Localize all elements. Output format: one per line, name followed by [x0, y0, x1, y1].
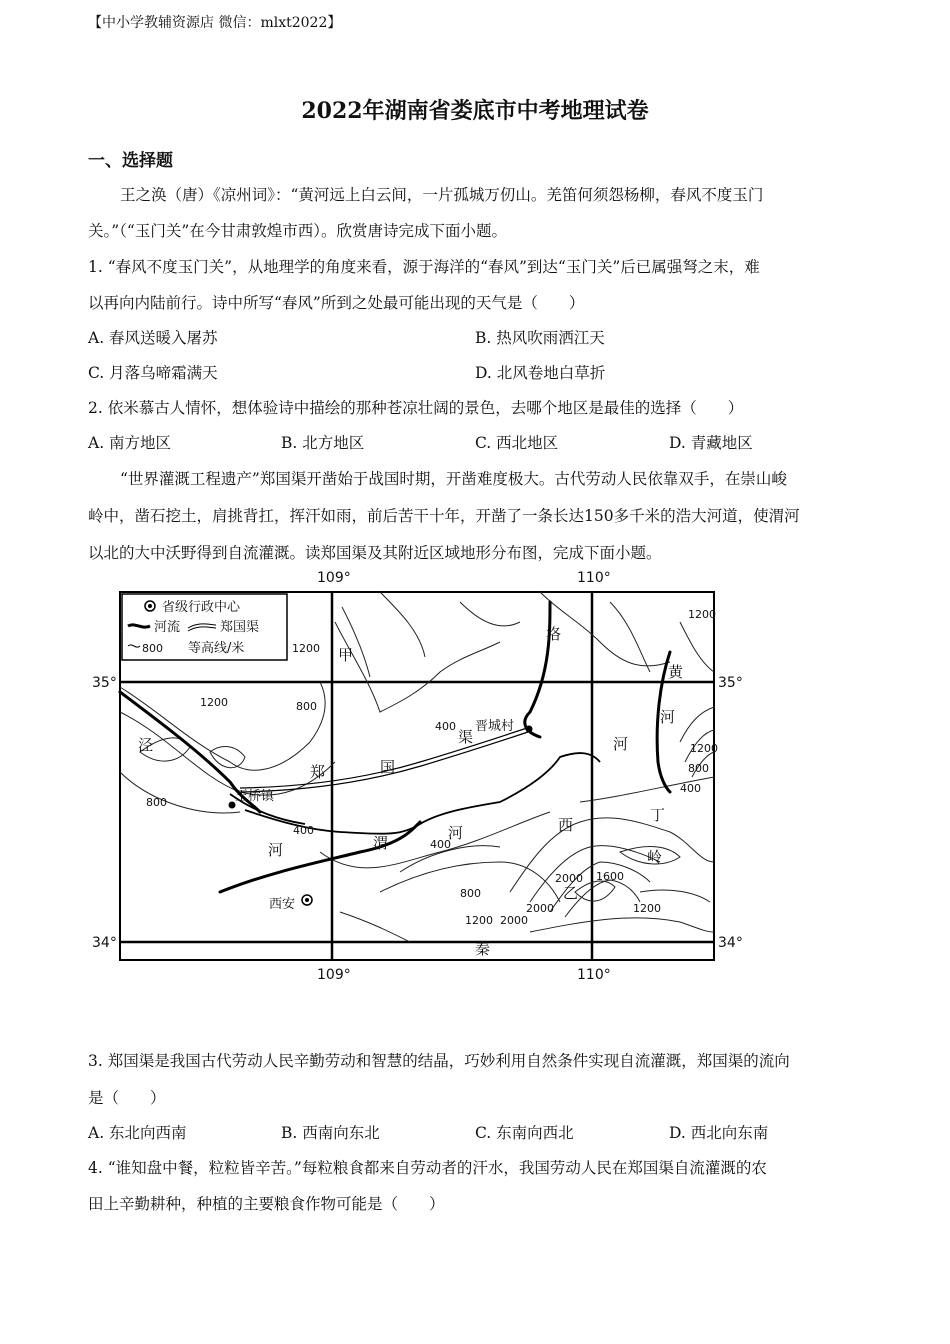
- q2-stem: 2. 依米慕古人情怀，想体验诗中描绘的那种苍凉壮阔的景色，去哪个地区是最佳的选择（ ）: [88, 399, 744, 417]
- contour-value-1: 1200: [200, 696, 228, 709]
- place-jinchengcun: 晋城村: [475, 719, 515, 734]
- passage2-line-2: 岭中，凿石挖土，肩挑背扛，挥汗如雨，前后苦干十年，开凿了一条长达150多千米的浩大河道，使渭河: [88, 507, 800, 525]
- q3-option-a: A. 东北向西南: [88, 1124, 187, 1142]
- q1-option-d: D. 北风卷地白草折: [475, 364, 606, 382]
- char-jia: 甲: [338, 646, 354, 664]
- place-xian: 西安: [269, 897, 296, 912]
- passage1-line-2: 关。”（“玉门关”在今甘肃敦煌市西）。欣赏唐诗完成下面小题。: [88, 222, 508, 240]
- passage1-line-1: 王之涣（唐）《凉州词》：“黄河远上白云间，一片孤城万仞山。羌笛何须怨杨柳，春风不度玉门: [120, 186, 764, 204]
- lat-label-34-left: 34°: [92, 935, 117, 951]
- q3-option-d: D. 西北向东南: [669, 1124, 769, 1142]
- map-legend: [122, 594, 287, 660]
- contour-value-8: 1200: [688, 608, 716, 621]
- q4-stem-line-1: 4. “谁知盘中餐，粒粒皆辛苦。”每粒粮食都来自劳动者的汗水，我国劳动人民在郑国渠自流灌溉的农: [88, 1159, 767, 1177]
- contour-value-13: 1600: [596, 870, 624, 883]
- contour-value-3: 800: [296, 700, 317, 713]
- contour-value-11: 2000: [555, 872, 583, 885]
- q2-option-b: B. 北方地区: [281, 434, 365, 452]
- contour-value-4: 400: [435, 720, 456, 733]
- q2-option-d: D. 青藏地区: [669, 434, 753, 452]
- contour-value-18: 400: [680, 782, 701, 795]
- contour-value-5: 800: [146, 796, 167, 809]
- lat-label-35-right: 35°: [718, 675, 743, 691]
- contour-value-12: 2000: [526, 902, 554, 915]
- contour-value-14: 800: [460, 887, 481, 900]
- char-guo: 国: [380, 758, 396, 776]
- passage2-line-1: “世界灌溉工程遗产”郑国渠开凿始于战国时期，开凿难度极大。古代劳动人民依靠双手，在崇山峻: [120, 470, 787, 488]
- q1-stem-line-2: 以再向内陆前行。诗中所写“春风”所到之处最可能出现的天气是（ ）: [88, 294, 585, 312]
- char-huang: 黄: [668, 663, 684, 681]
- char-qu: 渠: [458, 728, 474, 746]
- passage2-line-3: 以北的大中沃野得到自流灌溉。读郑国渠及其附近区域地形分布图，完成下面小题。: [88, 544, 662, 562]
- contour-value-9: 800: [688, 762, 709, 775]
- legend-contour-label: 等高线/米: [188, 641, 245, 656]
- header-note: 【中小学教辅资源店 微信：mlxt2022】: [88, 15, 342, 31]
- lat-label-35-left: 35°: [92, 675, 117, 691]
- char-ding: 丁: [650, 806, 666, 824]
- char-jing: 泾: [138, 736, 154, 754]
- q3-option-b: B. 西南向东北: [281, 1124, 380, 1142]
- q1-option-c: C. 月落乌啼霜满天: [88, 364, 218, 382]
- lat-label-34-right: 34°: [718, 935, 743, 951]
- zhengguoqu-terrain-map: [80, 562, 760, 992]
- contour-value-7: 400: [430, 838, 451, 851]
- q3-stem-line-1: 3. 郑国渠是我国古代劳动人民辛勤劳动和智慧的结晶，巧妙利用自然条件实现自流灌溉，郑国渠的流向: [88, 1052, 790, 1070]
- char-luo: 洛: [546, 625, 562, 643]
- place-wangqiaozhen: 王桥镇: [235, 789, 275, 804]
- q1-option-a: A. 春风送暖入屠苏: [88, 329, 218, 347]
- char-he4: 河: [613, 735, 629, 753]
- char-he3: 河: [660, 708, 676, 726]
- lon-label-110-top: 110°: [577, 570, 611, 586]
- page-title: 2022年湖南省娄底市中考地理试卷: [301, 98, 649, 124]
- lon-label-109-bottom: 109°: [317, 967, 351, 983]
- xian-capital-dot: [305, 898, 309, 902]
- legend-capital-label: 省级行政中心: [162, 600, 241, 615]
- wei-river-a: [220, 822, 420, 892]
- char-zheng: 郑: [310, 763, 326, 781]
- q1-option-b: B. 热风吹雨洒江天: [475, 329, 605, 347]
- legend-contour-sample: 800: [142, 642, 163, 655]
- q2-option-a: A. 南方地区: [88, 434, 172, 452]
- section-heading: 一、选择题: [88, 151, 173, 171]
- wei-river-outline: [230, 753, 600, 834]
- q3-option-c: C. 东南向西北: [475, 1124, 574, 1142]
- contour-value-10: 1200: [690, 742, 718, 755]
- jinchengcun-dot: [526, 726, 533, 733]
- q1-stem-line-1: 1. “春风不度玉门关”，从地理学的角度来看，源于海洋的“春风”到达“玉门关”后已属强弩之末，难: [88, 258, 760, 276]
- lon-label-110-bottom: 110°: [577, 967, 611, 983]
- char-wei: 渭: [373, 834, 389, 852]
- char-he2: 河: [448, 824, 464, 842]
- lon-label-109-top: 109°: [317, 570, 351, 586]
- contour-value-16: 1200: [465, 914, 493, 927]
- contour-value-17: 2000: [500, 914, 528, 927]
- char-he1: 河: [268, 841, 284, 859]
- legend-river-label: 河流: [154, 620, 181, 635]
- char-xi: 西: [558, 816, 574, 834]
- char-yi: 乙: [563, 884, 579, 902]
- char-ling: 岭: [647, 848, 663, 866]
- char-qin: 秦: [475, 940, 491, 958]
- contour-value-2: 1200: [292, 642, 320, 655]
- luo-river: [525, 602, 550, 737]
- q4-stem-line-2: 田上辛勤耕种，种植的主要粮食作物可能是（ ）: [88, 1195, 445, 1213]
- legend-canal-label: 郑国渠: [220, 620, 260, 635]
- contour-value-6: 400: [293, 824, 314, 837]
- contour-value-15: 1200: [633, 902, 661, 915]
- q2-option-c: C. 西北地区: [475, 434, 559, 452]
- q3-stem-line-2: 是（ ）: [88, 1089, 166, 1107]
